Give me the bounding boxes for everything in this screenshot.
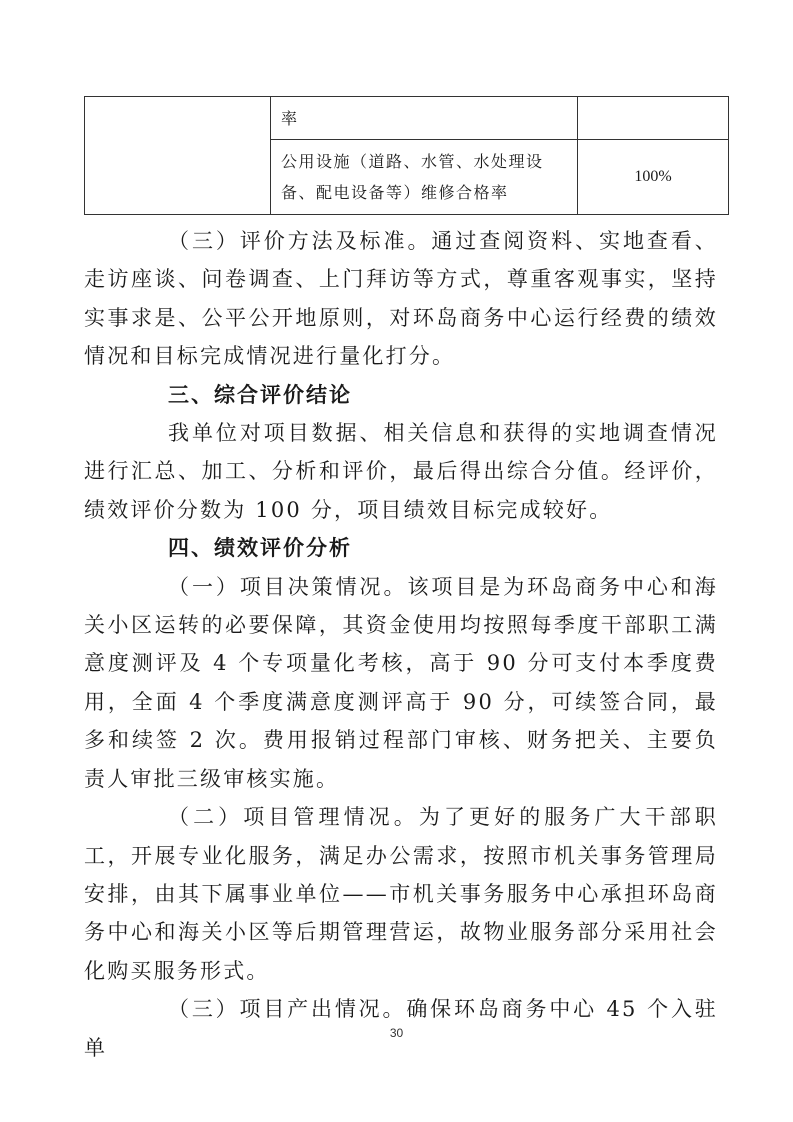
table-cell-category bbox=[85, 97, 271, 215]
section-heading-conclusion: 三、综合评价结论 bbox=[168, 382, 352, 407]
indicator-table-fragment bbox=[84, 96, 712, 215]
indicator-table bbox=[84, 96, 729, 215]
section-heading-analysis: 四、绩效评价分析 bbox=[168, 536, 352, 561]
paragraph-management: （二）项目管理情况。为了更好的服务广大干部职工，开展专业化服务，满足办公需求，按照市机关事务管理局安排，由其下属事业单位——市机关事务服务中心承担环岛商务中心和海关小区等后期管理营运，故物业服务部分采用社会化购买服务形式。 bbox=[84, 805, 718, 983]
paragraph-evaluation-method: （三）评价方法及标准。通过查阅资料、实地查看、走访座谈、问卷调查、上门拜访等方式，尊重客观事实，坚持实事求是、公平公开地原则，对环岛商务中心运行经费的绩效情况和目标完成情况进行量化打分。 bbox=[84, 229, 718, 369]
page-number: 30 bbox=[389, 1026, 404, 1040]
table-cell-value bbox=[578, 97, 729, 140]
table-row bbox=[85, 97, 729, 140]
paragraph-conclusion: 我单位对项目数据、相关信息和获得的实地调查情况进行汇总、加工、分析和评价，最后得出综合分值。经评价，绩效评价分数为 100 分，项目绩效目标完成较好。 bbox=[84, 421, 718, 522]
table-cell-indicator: 率 bbox=[271, 97, 578, 140]
table-cell-value: 100% bbox=[578, 140, 729, 215]
document-body bbox=[84, 222, 718, 1067]
table-cell-indicator: 公用设施（道路、水管、水处理设备、配电设备等）维修合格率 bbox=[271, 140, 578, 215]
paragraph-decision: （一）项目决策情况。该项目是为环岛商务中心和海关小区运转的必要保障，其资金使用均按照每季度干部职工满意度测评及 4 个专项量化考核，高于 90 分可支付本季度费用，全面 4 个季度满意度测评高于 90 分，可续签合同，最多和续签 2 次。费用报销过程部门审核、财务把关、主要负责人审批三级审核实施。 bbox=[84, 574, 718, 791]
paragraph-output: （三）项目产出情况。确保环岛商务中心 45 个入驻单 bbox=[84, 997, 718, 1060]
